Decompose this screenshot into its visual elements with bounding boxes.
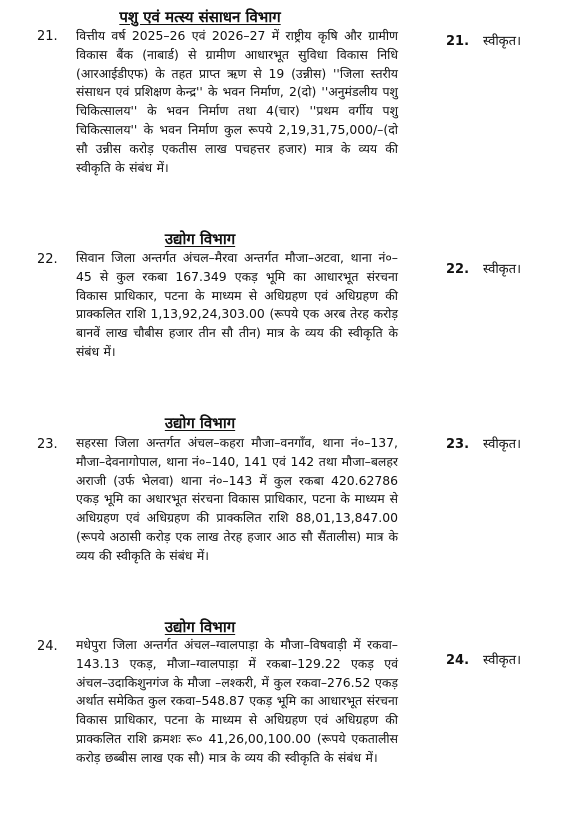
department-heading: उद्योग विभाग bbox=[164, 414, 236, 432]
department-heading: उद्योग विभाग bbox=[164, 230, 236, 248]
item-text: सहरसा जिला अन्तर्गत अंचल–कहरा मौजा–वनगाँव, थाना नं०–137, मौजा–देवनागोपाल, थाना नं०–140, 141 एवं 142 तथा मौजा–बलहर अराजी (उर्फ भेलवा) थाना नं०–143 में कुल रकबा 420.62786 एकड़ भूमि का अधारभूत संरचना विकास प्राधिकार, पटना के माध्यम से अधिग्रहण एवं अधिग्रहण की प्राक्कलित राशि 88,01,13,847.00 (रूपये अठासी करोड़ एक लाख तेरह हजार आठ सौ सैंतालीस) मात्र के व्यय की स्वीकृति के संबंध में। bbox=[76, 435, 398, 563]
decision-status bbox=[446, 436, 521, 454]
decision-status bbox=[446, 33, 521, 51]
decision-number: 22. bbox=[446, 262, 470, 277]
item-number: 22. bbox=[37, 252, 58, 267]
decision-text: स्वीकृत। bbox=[483, 262, 522, 277]
decision-status bbox=[446, 652, 521, 670]
decision-text: स्वीकृत। bbox=[483, 437, 522, 452]
item-text: मधेपुरा जिला अन्तर्गत अंचल–ग्वालपाड़ा के मौजा–विषवाड़ी में रकवा–143.13 एकड़, मौजा–ग्वालपाड़ा में रकबा–129.22 एकड़ एवं अंचल–उदाकिशुनगंज के मौजा –लश्करी, में कुल रकवा–276.52 एकड़ अर्थात समेकित कुल रकवा–548.87 एकड़ भूमि का आधारभूत संरचना विकास प्राधिकार, पटना के माध्यम से अधिग्रहण एवं अधिग्रहण की प्राक्कलित राशि क्रमशः रू० 41,26,00,100.00 (रूपये एकतालीस करोड़ छब्बीस लाख एक सौ) मात्र के व्यय की स्वीकृति के संबंध में। bbox=[76, 637, 398, 765]
item-number: 21. bbox=[37, 29, 58, 44]
item-text: वित्तीय वर्ष 2025–26 एवं 2026–27 में राष्ट्रीय कृषि और ग्रामीण विकास बैंक (नाबार्ड) से ग्रामीण आधारभूत सुविधा विकास निधि (आरआईडीएफ) के तहत प्राप्त ऋण से 19 (उन्नीस) ''जिला स्तरीय संसाधन एवं प्रशिक्षण केन्द्र'' के भवन निर्माण, 2(दो) ''अनुमंडलीय पशु चिकित्सालय'' के भवन निर्माण तथा 4(चार) ''प्रथम वर्गीय पशु चिकित्सालय'' के भवन निर्माण कुल रूपये 2,19,31,75,000/–(दो सौ उन्नीस करोड़ एकतीस लाख पचहत्तर हजार) मात्र के व्यय की स्वीकृति के संबंध में। bbox=[76, 28, 398, 175]
decision-status bbox=[446, 261, 521, 279]
decision-number: 23. bbox=[446, 437, 470, 452]
decision-text: स्वीकृत। bbox=[483, 653, 522, 668]
item-number: 23. bbox=[37, 437, 58, 452]
department-heading: पशु एवं मत्स्य संसाधन विभाग bbox=[119, 8, 281, 26]
item-text: सिवान जिला अन्तर्गत अंचल–मैरवा अन्तर्गत मौजा–अटवा, थाना नं०–45 से कुल रकबा 167.349 एकड़ भूमि का आधारभूत संरचना विकास प्राधिकार, पटना के माध्यम से अधिग्रहण एवं अधिग्रहण की प्राक्कलित राशि 1,13,92,24,303.00 (रूपये एक अरब तेरह करोड़ बानवें लाख चौबीस हजार तीन सौ तीन) मात्र के व्यय की स्वीकृति के संबंध में। bbox=[76, 250, 398, 359]
item-number: 24. bbox=[37, 639, 58, 654]
decision-number: 21. bbox=[446, 34, 470, 49]
decision-text: स्वीकृत। bbox=[483, 34, 522, 49]
department-heading: उद्योग विभाग bbox=[164, 618, 236, 636]
decision-number: 24. bbox=[446, 653, 470, 668]
